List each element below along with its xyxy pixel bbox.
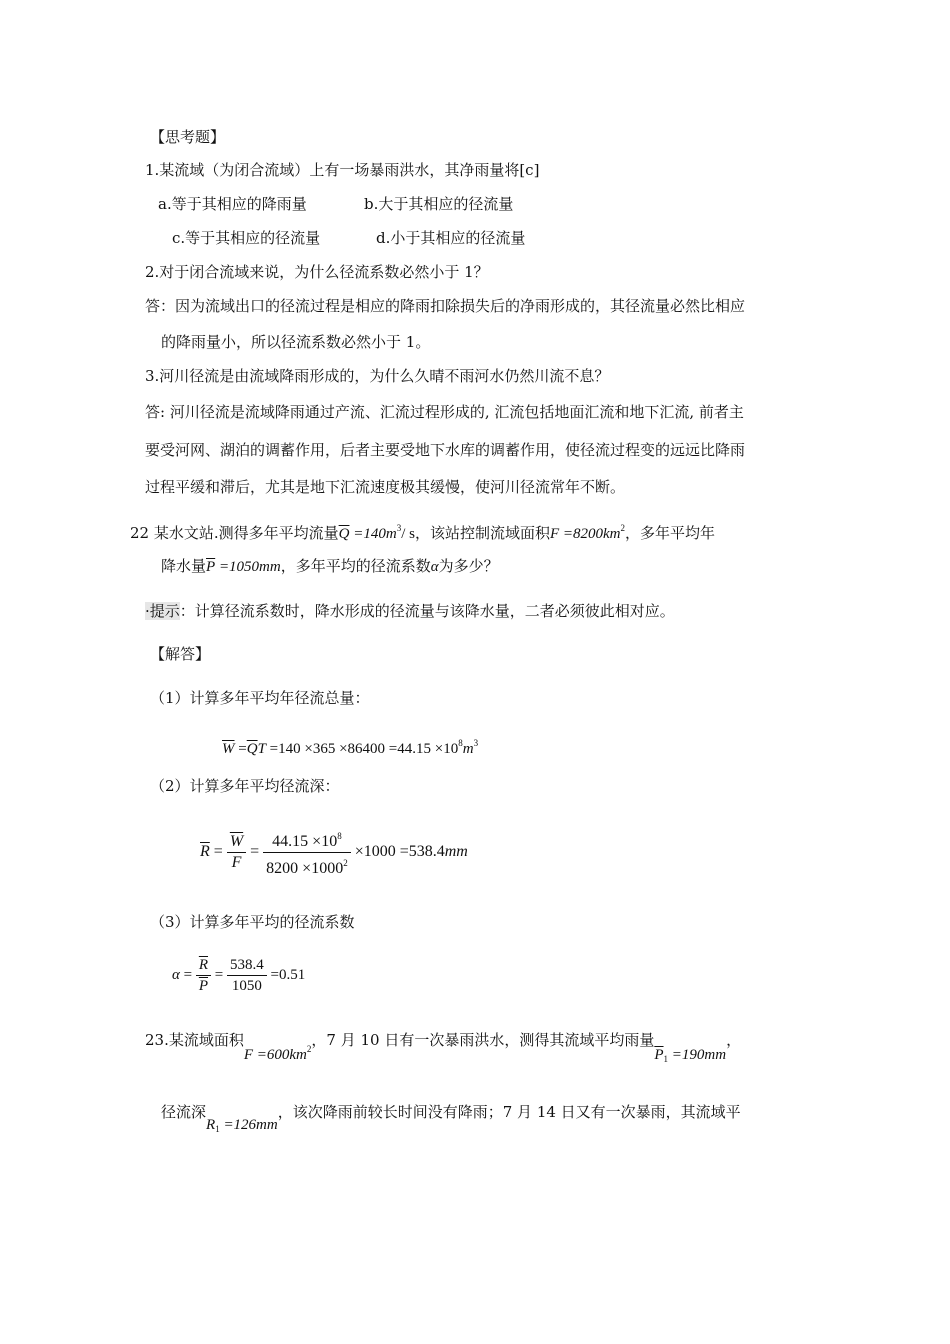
q22-text-1: 22 某水文站.测得多年平均流量	[130, 524, 339, 542]
step1-title: （1）计算多年平均年径流总量：	[150, 689, 370, 707]
q2-answer-line2: 的降雨量小，所以径流系数必然小于 1。	[161, 333, 431, 351]
q1-option-b: b.大于其相应的径流量	[364, 195, 514, 213]
q22-flow-formula: $\overline{Q} =140m^3/$ s	[338, 523, 415, 542]
q23-text-2: ，7 月 10 日有一次暴雨洪水，测得其流域平均雨量	[311, 1031, 655, 1049]
think-header: 【思考题】	[150, 128, 226, 146]
q2-answer-line1: 答：因为流域出口的径流过程是相应的降雨扣除损失后的净雨形成的，其径流量必然比相应	[145, 297, 746, 315]
q22-text-5: ，多年平均的径流系数	[280, 557, 431, 575]
q3-answer-line1: 答: 河川径流是流域降雨通过产流、汇流过程形成的, 汇流包括地面汇流和地下汇流, 前者主	[145, 403, 744, 421]
q23-text-1: 23.某流域面积	[145, 1031, 244, 1049]
solution-header: 【解答】	[150, 645, 211, 663]
q23-line1	[145, 1025, 742, 1064]
q22-text-6: 为多少？	[438, 557, 499, 575]
q22-area-formula: $F =8200km^2$	[549, 523, 626, 542]
q23-runoff-formula: $R_1 =126mm$	[206, 1117, 278, 1134]
hint-text: ：计算径流系数时，降水形成的径流量与该降水量，二者必须彼此相对应。	[179, 602, 675, 620]
q22-alpha-symbol: α	[430, 559, 439, 575]
q1-option-a: a.等于其相应的降雨量	[158, 195, 307, 213]
q1-option-d: d.小于其相应的径流量	[376, 229, 526, 247]
q3-answer-line2: 要受河网、湖泊的调蓄作用，后者主要受地下水库的调蓄作用，使径流过程变的远远比降雨	[145, 441, 746, 459]
step2-title: （2）计算多年平均径流深：	[150, 777, 340, 795]
q1-stem: 1.某流域（为闭合流域）上有一场暴雨洪水，其净雨量将[c]	[145, 161, 540, 179]
q3-answer-line3: 过程平缓和滞后，尤其是地下汇流速度极其缓慢，使河川径流常年不断。	[145, 478, 626, 496]
q22-line1	[130, 518, 715, 544]
hint-line	[145, 601, 675, 621]
q22-text-3: ，多年平均年	[625, 524, 716, 542]
step2-equation: $\overline{R}$ = $\frac{\overline{W}}{F}$ = $\frac{44.15 \times 10^8}{8200 \times 1000^2}$ ×1000 =538.4mm	[200, 826, 468, 879]
q23-line2	[161, 1102, 741, 1134]
q22-line2	[161, 556, 499, 577]
q1-option-c: c.等于其相应的径流量	[172, 229, 321, 247]
q23-area-formula: $F =600km^2$	[243, 1044, 312, 1063]
hint-label: ·提示	[145, 602, 180, 620]
step1-equation: $\overline{W} =\overline{Q}T =140 \times 365 \times 86400 =44.15 \times 10^8m^3$	[222, 738, 479, 757]
q22-text-4: 降水量	[161, 557, 207, 575]
q23-text-3: ，	[726, 1031, 742, 1049]
step3-equation: α = $\frac{\overline{R}}{P}$ = $\frac{538.4}{1050}$ =0.51	[172, 957, 306, 994]
q23-rain-formula: $\overline{P}_1 =190mm$	[654, 1047, 727, 1064]
q3-stem: 3.河川径流是由流域降雨形成的，为什么久晴不雨河水仍然川流不息？	[145, 367, 610, 385]
q22-text-2: ，该站控制流域面积	[414, 524, 550, 542]
step3-title: （3）计算多年平均的径流系数	[150, 913, 355, 931]
q2-stem: 2.对于闭合流域来说，为什么径流系数必然小于 1？	[145, 263, 489, 281]
q23-text-5: ，该次降雨前较长时间没有降雨；7 月 14 日又有一次暴雨，其流域平	[277, 1103, 741, 1121]
q23-text-4: 径流深	[161, 1103, 207, 1121]
q22-precip-formula: $\overline{P} =1050mm$	[206, 559, 281, 575]
